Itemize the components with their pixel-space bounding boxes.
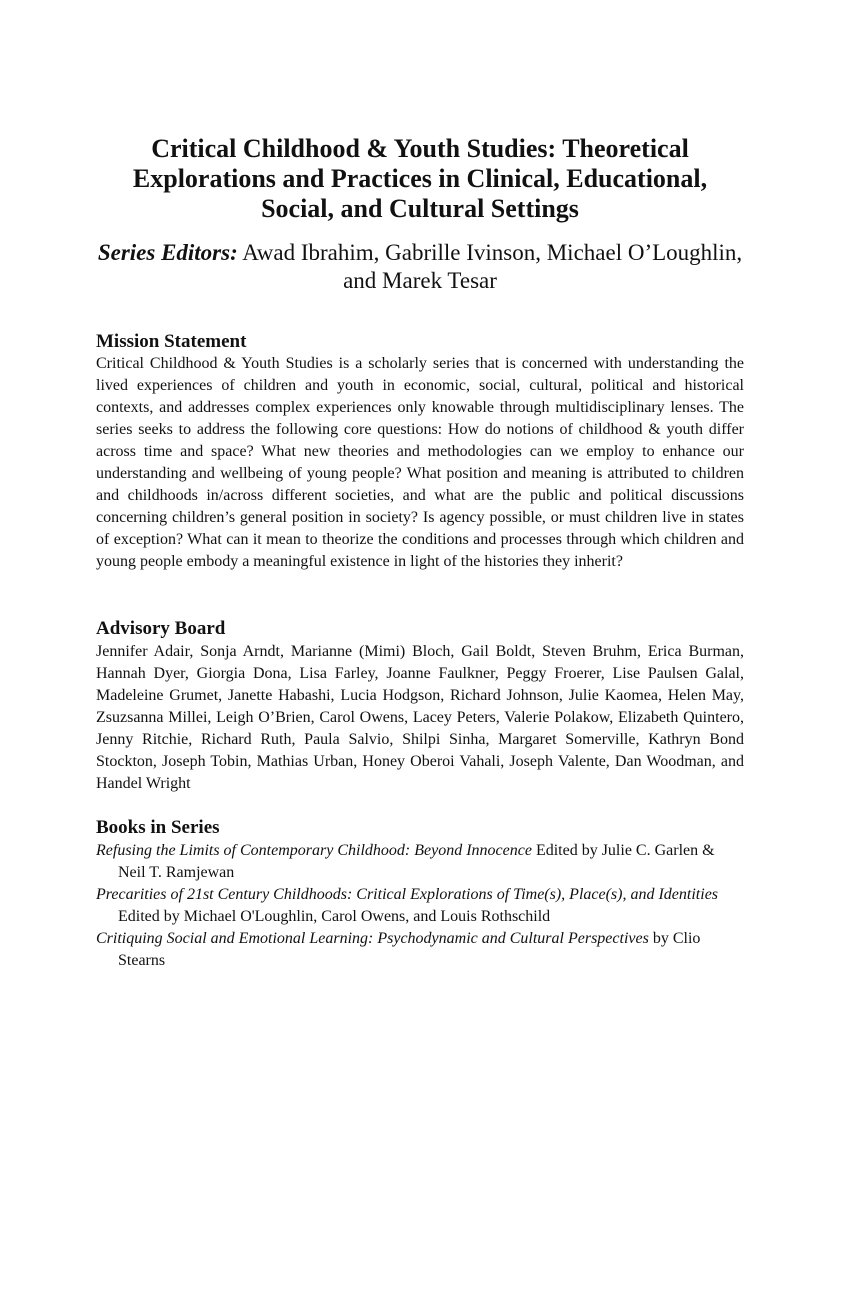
series-title: Critical Childhood & Youth Studies: Theoretical Explorations and Practices in Clinical, Educational, Social, and Cultural Settings xyxy=(132,134,708,223)
advisory-board-text: Jennifer Adair, Sonja Arndt, Marianne (Mimi) Bloch, Gail Boldt, Steven Bruhm, Erica Burman, Hannah Dyer, Giorgia Dona, Lisa Farley, Joanne Faulkner, Peggy Froerer, Lise Paulsen Galal, Madeleine Grumet, Janette Habashi, Lucia Hodgson, Richard Johnson, Julie Kaomea, Helen May, Zsuzsanna Millei, Leigh O’Brien, Carol Owens, Lacey Peters, Valerie Polakow, Elizabeth Quintero, Jenny Ritchie, Richard Ruth, Paula Salvio, Shilpi Sinha, Margaret Somerville, Kathryn Bond Stockton, Joseph Tobin, Mathias Urban, Honey Oberoi Vahali, Joseph Valente, Dan Woodman, and Handel Wright xyxy=(96,643,744,792)
series-editors-colon: : xyxy=(230,240,238,265)
advisory-board-heading: Advisory Board xyxy=(96,618,226,639)
book-credit: Edited by Michael O'Loughlin, Carol Owens, and Louis Rothschild xyxy=(118,908,551,925)
books-list xyxy=(96,840,744,972)
mission-statement-text: Critical Childhood & Youth Studies is a scholarly series that is concerned with understanding the lived experiences of children and youth in economic, social, cultural, political and historical contexts, and addresses complex experiences only knowable through multidisciplinary lenses. The series seeks to address the following core questions: How do notions of childhood & youth differ across time and space? What new theories and methodologies can we employ to enhance our understanding and wellbeing of young people? What position and meaning is attributed to children and childhoods in/across different societies, and what are the public and political discussions concerning children’s general position in society? Is agency possible, or must children live in states of exception? What can it mean to theorize the conditions and processes through which children and young people embody a meaningful existence in light of the histories they inherit? xyxy=(96,355,744,570)
series-editors xyxy=(96,239,744,295)
book-title: Precarities of 21st Century Childhoods: Critical Explorations of Time(s), Place(s), and Identities xyxy=(96,886,719,903)
book-title: Critiquing Social and Emotional Learning: Psychodynamic and Cultural Perspectives xyxy=(96,930,649,947)
books-in-series-heading: Books in Series xyxy=(96,817,220,838)
book-title: Refusing the Limits of Contemporary Childhood: Beyond Innocence xyxy=(96,842,532,859)
mission-statement-heading: Mission Statement xyxy=(96,331,247,352)
series-editors-label: Series Editors xyxy=(97,240,231,265)
book-entry xyxy=(96,928,744,972)
book-credit: by Clio Stearns xyxy=(118,930,701,969)
series-editors-names: Awad Ibrahim, Gabrille Ivinson, Michael O’Loughlin, and Marek Tesar xyxy=(237,240,743,293)
book-credit: Edited by Julie C. Garlen & Neil T. Ramjewan xyxy=(118,842,715,881)
book-entry xyxy=(96,884,744,928)
book-entry xyxy=(96,840,744,884)
